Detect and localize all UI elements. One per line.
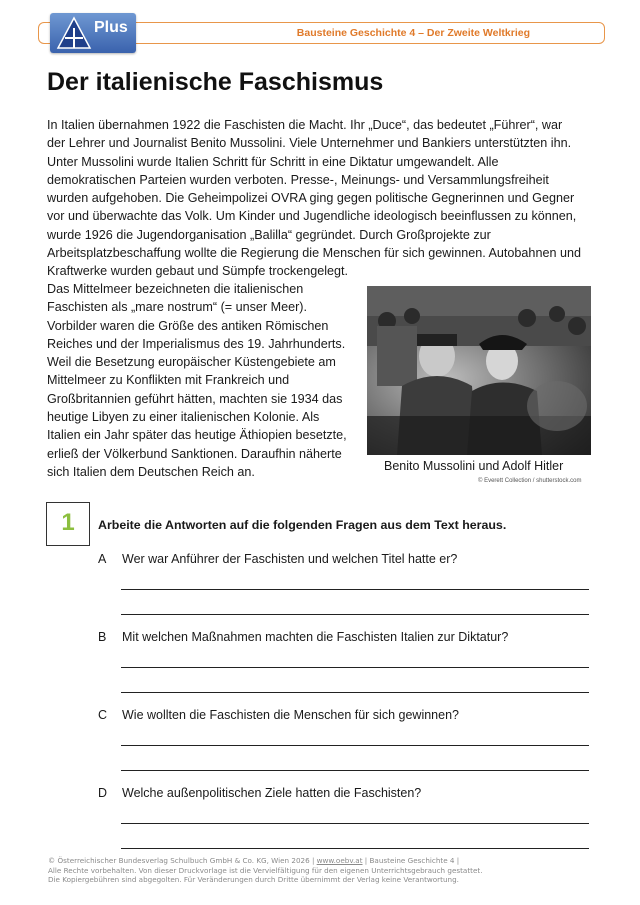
answer-line[interactable] <box>121 589 589 590</box>
question-letter-d: D <box>98 786 108 800</box>
text-line: demokratischen Parteien wurden verboten. Presse-, Meinungs- und Versammlungsfreiheit <box>47 172 549 187</box>
text-line: wurden aufgehoben. Die Geheimpolizei OVRA ging gegen politische Gegnerinnen und Gegner <box>47 191 575 206</box>
text-line: wurde 1926 die Jugendorganisation „Balilla“ gegründet. Durch Großprojekte zur <box>47 227 491 242</box>
text-line: Unter Mussolini wurde Italien Schritt für Schritt in eine Diktatur umgewandelt. Alle <box>47 154 499 169</box>
footer-link[interactable]: www.oebv.at <box>316 856 363 865</box>
text-line: Vorbilder waren die Größe des antiken Römischen <box>47 318 329 333</box>
publisher-logo <box>50 13 136 53</box>
question-b: Mit welchen Maßnahmen machten die Faschisten Italien zur Diktatur? <box>122 630 509 644</box>
answer-line[interactable] <box>121 823 589 824</box>
text-line: In Italien übernahmen 1922 die Faschisten die Macht. Ihr „Duce“, das bedeutet „Führer“, war <box>47 118 563 132</box>
footer-rights: Alle Rechte vorbehalten. Von dieser Druckvorlage ist die Vervielfältigung für den eigenen Unterrichtsgebrauch gestattet. <box>48 865 483 875</box>
task-number: 1 <box>61 509 75 536</box>
historical-photo <box>367 286 591 455</box>
text-line: Kraftwerke wurden gebaut und Sümpfe trockengelegt. <box>47 264 349 279</box>
question-letter-c: C <box>98 708 108 722</box>
intro-paragraph <box>47 116 602 281</box>
logo-text: Plus <box>94 19 128 36</box>
task-number-box <box>46 502 90 546</box>
footer <box>48 856 608 885</box>
text-line: Italien ein Jahr später das heutige Äthiopien besetzte, <box>47 428 347 443</box>
text-line: sich Italien dem Deutschen Reich an. <box>47 464 255 479</box>
page-title: Der italienische Faschismus <box>47 68 384 96</box>
answer-line[interactable] <box>121 745 589 746</box>
text-line: Faschisten als „mare nostrum“ (= unser Meer). <box>47 300 307 315</box>
task-instruction: Arbeite die Antworten auf die folgenden Fragen aus dem Text heraus. <box>98 518 507 532</box>
text-line: Großbritannien geführt hätten, machten sie 1934 das <box>47 391 343 406</box>
side-paragraph <box>47 280 357 481</box>
footer-disclaimer: Die Kopiergebühren sind abgegolten. Für Veränderungen durch Dritte übernimmt der Verlag keine Verantwortung. <box>48 875 459 885</box>
text-line: der Lehrer und Journalist Benito Mussolini. Viele Unternehmer und Bankiers unterstützten ihn. <box>47 136 572 151</box>
photo-illustration <box>367 286 591 455</box>
triangle-logo-icon <box>56 16 92 50</box>
text-line: erließ der Völkerbund Sanktionen. Daraufhin näherte <box>47 446 342 461</box>
question-d: Welche außenpolitischen Ziele hatten die Faschisten? <box>122 786 422 800</box>
answer-line[interactable] <box>121 770 589 771</box>
question-letter-a: A <box>98 552 107 566</box>
answer-line[interactable] <box>121 692 589 693</box>
photo-credit: © Everett Collection / shutterstock.com <box>478 478 582 484</box>
text-line: heutige Libyen zu einer italienischen Kolonie. Als <box>47 410 320 425</box>
text-line: Mittelmeer zu Konflikten mit Frankreich und <box>47 373 290 388</box>
question-a: Wer war Anführer der Faschisten und welchen Titel hatte er? <box>122 552 458 566</box>
footer-series: | Bausteine Geschichte 4 | <box>362 856 460 865</box>
answer-line[interactable] <box>121 848 589 849</box>
text-line: Weil die Besetzung europäischer Küstengebiete am <box>47 355 336 370</box>
answer-line[interactable] <box>121 614 589 615</box>
text-line: Arbeitsplatzbeschaffung wollte die Regierung die Menschen für sich gewinnen. Autobahnen und <box>47 246 581 261</box>
answer-line[interactable] <box>121 667 589 668</box>
text-line: vor und überwachte das Volk. Um Kinder und Jugendliche ideologisch beeinflussen zu können, <box>47 209 577 224</box>
text-line: Reiches und der Imperialismus des 19. Jahrhunderts. <box>47 336 346 351</box>
footer-copyright: © Österreichischer Bundesverlag Schulbuch GmbH & Co. KG, Wien 2026 | <box>48 856 317 865</box>
header-title: Bausteine Geschichte 4 – Der Zweite Weltkrieg <box>296 27 530 39</box>
text-line: Das Mittelmeer bezeichneten die italienischen <box>47 282 304 296</box>
photo-caption: Benito Mussolini und Adolf Hitler <box>384 459 564 473</box>
question-c: Wie wollten die Faschisten die Menschen für sich gewinnen? <box>122 708 459 722</box>
question-letter-b: B <box>98 630 107 644</box>
